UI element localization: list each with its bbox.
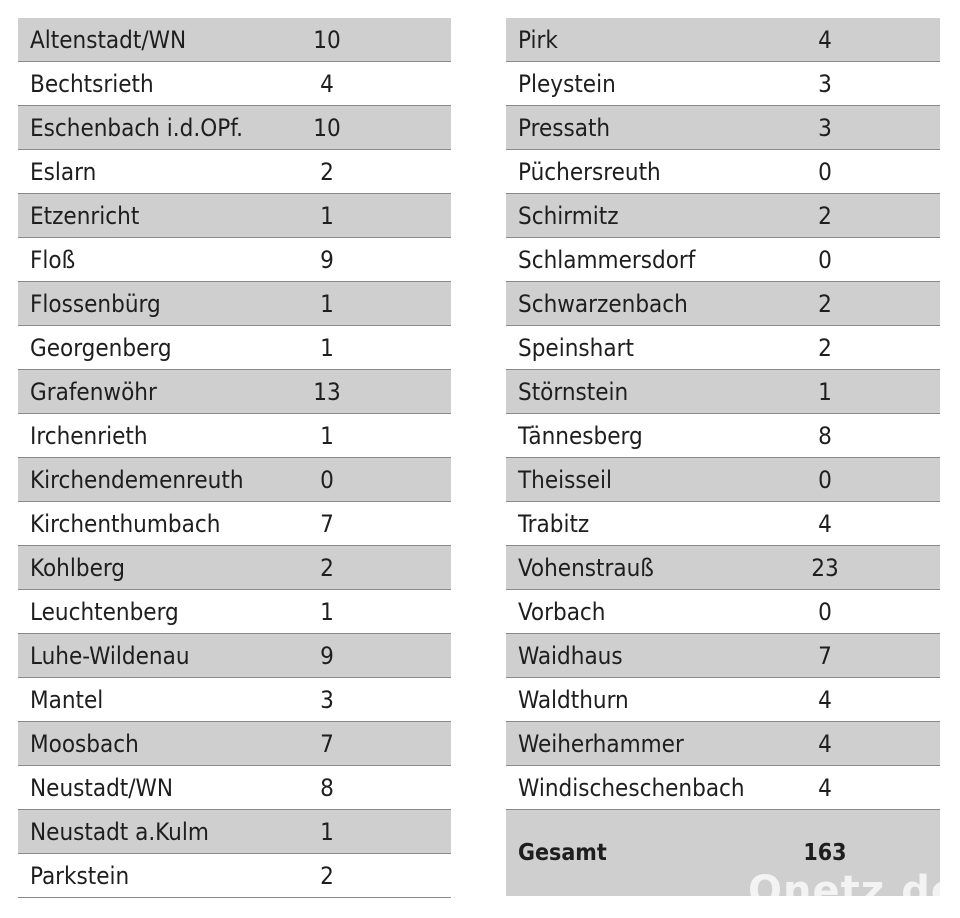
count-value: 1: [320, 421, 334, 450]
table-row: [506, 722, 940, 766]
municipality-name: Tännesberg: [518, 421, 643, 450]
table-row: [506, 282, 940, 326]
table-row: [18, 414, 451, 458]
table-row: [506, 370, 940, 414]
count-value: 4: [818, 685, 832, 714]
count-value: 8: [320, 773, 334, 802]
table-row: [18, 590, 451, 634]
table-row: [18, 370, 451, 414]
table-row: [506, 18, 940, 62]
count-value: 1: [320, 597, 334, 626]
municipality-name: Vorbach: [518, 597, 606, 626]
municipality-name: Kirchendemenreuth: [30, 465, 244, 494]
municipality-name: Floß: [30, 245, 76, 274]
count-value: 2: [320, 553, 334, 582]
table-row: [506, 766, 940, 810]
municipality-name: Waldthurn: [518, 685, 629, 714]
municipality-name: Pressath: [518, 113, 611, 142]
table-row: [506, 326, 940, 370]
municipality-name: Eslarn: [30, 157, 97, 186]
municipality-name: Georgenberg: [30, 333, 172, 362]
count-value: 0: [320, 465, 334, 494]
table-row: [506, 150, 940, 194]
total-label: Gesamt: [518, 840, 607, 866]
count-value: 0: [818, 245, 832, 274]
municipality-name: Störnstein: [518, 377, 629, 406]
table-row: [18, 62, 451, 106]
table-row: [506, 458, 940, 502]
count-value: 2: [818, 289, 832, 318]
municipality-name: Bechtsrieth: [30, 69, 154, 98]
table-row: [506, 678, 940, 722]
table-row: [18, 150, 451, 194]
count-value: 1: [320, 201, 334, 230]
table-row: [506, 634, 940, 678]
municipality-name: Etzenricht: [30, 201, 140, 230]
table-row: [506, 502, 940, 546]
count-value: 23: [811, 553, 839, 582]
table-row: [506, 62, 940, 106]
municipality-name: Moosbach: [30, 729, 139, 758]
count-value: 9: [320, 641, 334, 670]
count-value: 7: [320, 729, 334, 758]
count-value: 0: [818, 597, 832, 626]
table-right-column: [506, 18, 940, 896]
municipality-name: Pleystein: [518, 69, 616, 98]
count-value: 0: [818, 157, 832, 186]
count-value: 4: [818, 729, 832, 758]
table-row: [506, 546, 940, 590]
count-value: 10: [313, 113, 341, 142]
count-value: 13: [313, 377, 341, 406]
municipality-name: Theisseil: [518, 465, 612, 494]
municipality-name: Waidhaus: [518, 641, 623, 670]
count-value: 2: [320, 861, 334, 890]
municipality-name: Grafenwöhr: [30, 377, 157, 406]
municipality-name: Flossenbürg: [30, 289, 161, 318]
municipality-name: Kohlberg: [30, 553, 126, 582]
table-row: [506, 414, 940, 458]
municipality-name: Mantel: [30, 685, 104, 714]
count-value: 2: [818, 201, 832, 230]
count-value: 10: [313, 25, 341, 54]
municipality-name: Vohenstrauß: [518, 553, 654, 582]
municipality-name: Schlammersdorf: [518, 245, 696, 274]
count-value: 4: [818, 773, 832, 802]
municipality-name: Altenstadt/WN: [30, 25, 187, 54]
table-row: [18, 282, 451, 326]
table-row: [18, 238, 451, 282]
table-row: [18, 326, 451, 370]
municipality-name: Kirchenthumbach: [30, 509, 221, 538]
table-row: [18, 502, 451, 546]
municipality-name: Eschenbach i.d.OPf.: [30, 113, 243, 142]
table-row: [18, 458, 451, 502]
count-value: 4: [320, 69, 334, 98]
table-row: [506, 194, 940, 238]
municipality-name: Leuchtenberg: [30, 597, 179, 626]
count-value: 1: [818, 377, 832, 406]
municipality-name: Neustadt/WN: [30, 773, 174, 802]
municipality-name: Trabitz: [518, 509, 590, 538]
count-value: 3: [818, 69, 832, 98]
municipality-name: Schirmitz: [518, 201, 619, 230]
count-value: 2: [818, 333, 832, 362]
municipality-name: Luhe-Wildenau: [30, 641, 190, 670]
municipality-name: Püchersreuth: [518, 157, 661, 186]
table-row: [18, 766, 451, 810]
table-row: [18, 854, 451, 898]
count-value: 4: [818, 25, 832, 54]
table-left-column: [18, 18, 451, 898]
count-value: 4: [818, 509, 832, 538]
count-value: 7: [818, 641, 832, 670]
count-value: 1: [320, 817, 334, 846]
municipality-name: Irchenrieth: [30, 421, 148, 450]
municipality-name: Speinshart: [518, 333, 634, 362]
municipality-name: Parkstein: [30, 861, 130, 890]
count-value: 3: [818, 113, 832, 142]
count-value: 2: [320, 157, 334, 186]
count-value: 9: [320, 245, 334, 274]
table-row: [18, 18, 451, 62]
count-value: 3: [320, 685, 334, 714]
table-row: [18, 678, 451, 722]
municipality-name: Pirk: [518, 25, 558, 54]
table-row: [506, 590, 940, 634]
table-row: [18, 810, 451, 854]
table-row: [18, 194, 451, 238]
municipality-name: Schwarzenbach: [518, 289, 688, 318]
count-value: 0: [818, 465, 832, 494]
count-value: 1: [320, 289, 334, 318]
table-row: [506, 238, 940, 282]
total-value: 163: [803, 840, 847, 866]
count-value: 7: [320, 509, 334, 538]
table-row: [506, 106, 940, 150]
municipality-name: Windischeschenbach: [518, 773, 745, 802]
table-row: [18, 634, 451, 678]
table-row: [18, 106, 451, 150]
count-value: 1: [320, 333, 334, 362]
watermark-logo: Onetz.de: [748, 868, 959, 914]
municipality-name: Neustadt a.Kulm: [30, 817, 209, 846]
municipality-name: Weiherhammer: [518, 729, 684, 758]
table-row: [18, 722, 451, 766]
table-row: [18, 546, 451, 590]
count-value: 8: [818, 421, 832, 450]
